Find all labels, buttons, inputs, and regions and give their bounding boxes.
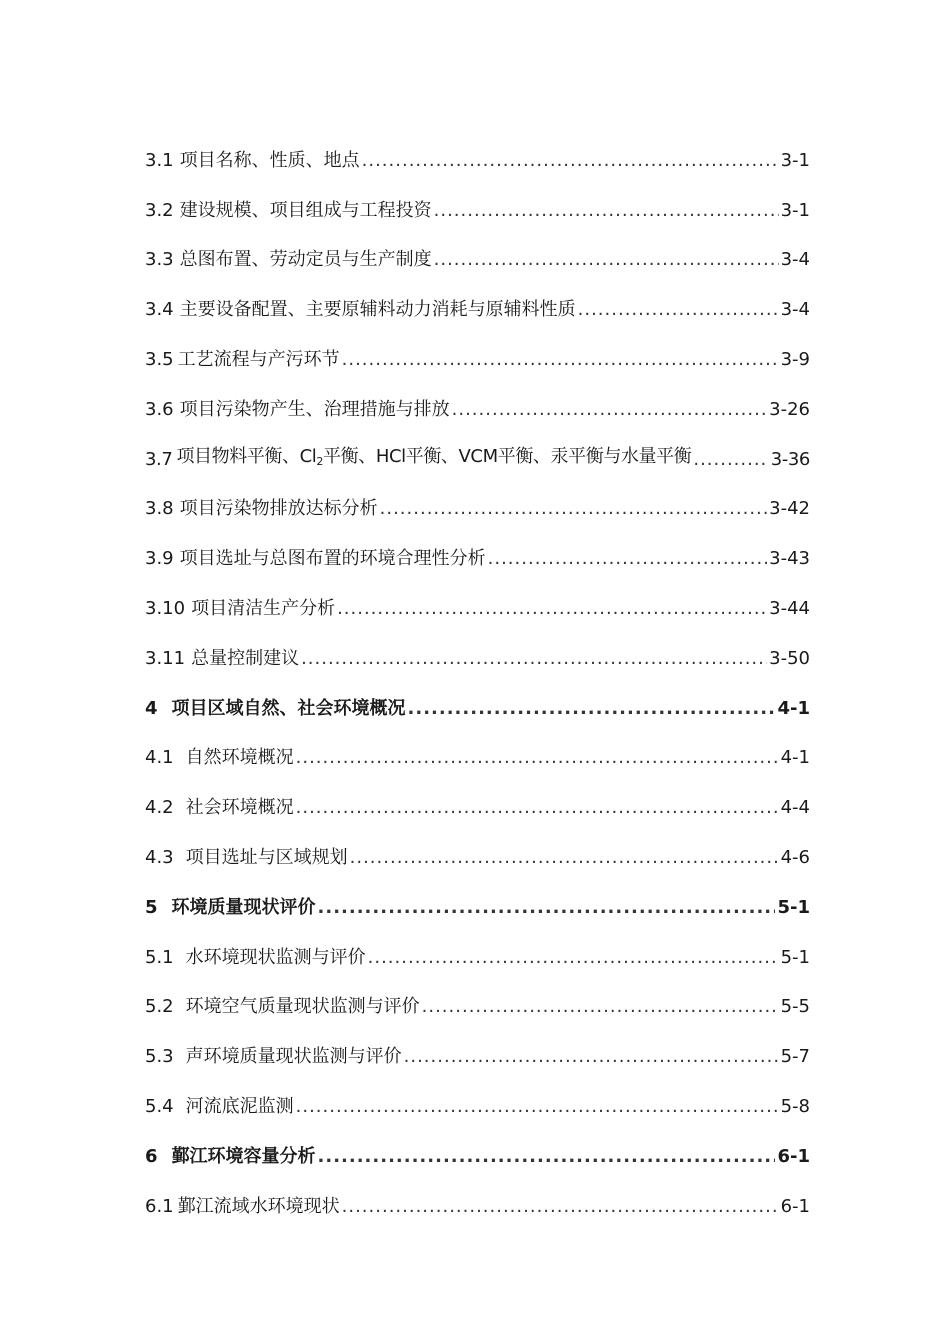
toc-title: 项目选址与区域规划 <box>185 847 348 869</box>
toc-number: 3.4 <box>145 299 174 321</box>
toc-number: 4.1 <box>145 747 174 769</box>
dot-leader <box>342 347 779 373</box>
toc-page-number: 5-5 <box>780 996 810 1018</box>
toc-title: 河流底泥监测 <box>185 1096 294 1118</box>
toc-chapter-5[interactable] <box>145 883 810 933</box>
toc-page-number: 3-4 <box>780 249 810 271</box>
toc-number: 5.4 <box>145 1096 174 1118</box>
toc-title: 总量控制建议 <box>191 647 300 669</box>
toc-number: 3.1 <box>145 149 174 171</box>
toc-number: 5.1 <box>145 946 174 968</box>
toc-chapter-4[interactable] <box>145 684 810 734</box>
dot-leader <box>296 1094 779 1120</box>
dot-leader <box>301 646 767 672</box>
toc-title-part-b: 平衡、HCl平衡、VCM平衡、汞平衡与水量平衡 <box>323 446 692 468</box>
toc-page-number: 3-43 <box>769 548 810 570</box>
dot-leader <box>368 945 779 971</box>
toc-title: 社会环境概况 <box>185 797 294 819</box>
toc-page-number: 3-9 <box>780 349 810 371</box>
toc-page-number: 4-1 <box>777 697 810 719</box>
dot-leader <box>342 1194 779 1220</box>
toc-title: 自然环境概况 <box>185 747 294 769</box>
dot-leader <box>404 1044 779 1070</box>
table-of-contents <box>145 136 810 1232</box>
toc-entry-5-2[interactable] <box>145 983 810 1033</box>
toc-title: 环境质量现状评价 <box>171 896 316 918</box>
toc-entry-4-1[interactable] <box>145 734 810 784</box>
toc-number: 5.3 <box>145 1046 174 1068</box>
toc-number: 3.3 <box>145 249 174 271</box>
toc-page-number: 3-1 <box>780 149 810 171</box>
toc-title: 建设规模、项目组成与工程投资 <box>179 199 432 221</box>
toc-entry-3-6[interactable] <box>145 385 810 435</box>
toc-number: 3.8 <box>145 498 174 520</box>
toc-number: 3.2 <box>145 199 174 221</box>
dot-leader <box>434 247 779 273</box>
toc-entry-3-8[interactable] <box>145 485 810 535</box>
dot-leader <box>434 198 779 224</box>
toc-title: 鄞江环境容量分析 <box>171 1145 316 1167</box>
toc-page-number: 5-1 <box>777 896 810 918</box>
toc-entry-5-3[interactable] <box>145 1032 810 1082</box>
dot-leader <box>296 795 779 821</box>
toc-title: 项目污染物产生、治理措施与排放 <box>179 398 450 420</box>
toc-entry-3-1[interactable] <box>145 136 810 186</box>
toc-entry-3-5[interactable] <box>145 335 810 385</box>
dot-leader <box>488 546 768 572</box>
dot-leader <box>296 745 779 771</box>
toc-entry-6-1[interactable] <box>145 1182 810 1232</box>
toc-title: 声环境质量现状监测与评价 <box>185 1046 402 1068</box>
toc-page-number: 3-4 <box>780 299 810 321</box>
dot-leader <box>408 696 776 722</box>
toc-page-number: 4-4 <box>780 797 810 819</box>
toc-number: 5.2 <box>145 996 174 1018</box>
subscript-2: 2 <box>316 455 324 469</box>
toc-title: 项目名称、性质、地点 <box>179 149 360 171</box>
dot-leader <box>380 496 768 522</box>
toc-entry-5-1[interactable] <box>145 933 810 983</box>
toc-entry-3-11[interactable] <box>145 634 810 684</box>
toc-number: 3.11 <box>145 647 186 669</box>
toc-number: 4.2 <box>145 797 174 819</box>
toc-entry-4-2[interactable] <box>145 783 810 833</box>
toc-title: 项目清洁生产分析 <box>191 598 336 620</box>
dot-leader <box>362 148 779 174</box>
toc-page-number: 3-36 <box>770 448 810 470</box>
toc-page-number: 3-1 <box>780 199 810 221</box>
toc-title: 项目选址与总图布置的环境合理性分析 <box>179 548 486 570</box>
toc-title <box>176 444 691 475</box>
toc-page-number: 4-6 <box>780 847 810 869</box>
toc-number: 3.9 <box>145 548 174 570</box>
toc-entry-4-3[interactable] <box>145 833 810 883</box>
toc-title-part-a: 项目物料平衡、Cl <box>176 446 317 468</box>
toc-number: 5 <box>145 896 158 918</box>
dot-leader <box>350 845 779 871</box>
toc-title: 总图布置、劳动定员与生产制度 <box>179 249 432 271</box>
toc-title: 环境空气质量现状监测与评价 <box>185 996 420 1018</box>
toc-page-number: 3-44 <box>769 598 810 620</box>
dot-leader <box>422 994 779 1020</box>
toc-number: 6 <box>145 1145 158 1167</box>
toc-page-number: 5-8 <box>780 1096 810 1118</box>
toc-page-number: 6-1 <box>780 1195 810 1217</box>
toc-number: 4 <box>145 697 158 719</box>
dot-leader <box>452 397 768 423</box>
toc-entry-3-10[interactable] <box>145 584 810 634</box>
toc-page-number: 5-7 <box>780 1046 810 1068</box>
dot-leader <box>693 447 768 473</box>
dot-leader <box>578 297 779 323</box>
toc-number: 3.10 <box>145 598 186 620</box>
toc-page-number: 5-1 <box>780 946 810 968</box>
toc-page-number: 3-42 <box>769 498 810 520</box>
toc-page-number: 3-26 <box>769 398 810 420</box>
toc-number: 3.7 <box>145 448 173 470</box>
toc-entry-3-9[interactable] <box>145 534 810 584</box>
toc-number: 3.5 <box>145 349 174 371</box>
dot-leader <box>318 895 776 921</box>
toc-entry-3-4[interactable] <box>145 285 810 335</box>
toc-chapter-6[interactable] <box>145 1132 810 1182</box>
toc-title: 水环境现状监测与评价 <box>185 946 366 968</box>
toc-title: 主要设备配置、主要原辅料动力消耗与原辅料性质 <box>179 299 576 321</box>
toc-number: 3.6 <box>145 398 174 420</box>
toc-entry-3-3[interactable] <box>145 236 810 286</box>
toc-title: 项目区域自然、社会环境概况 <box>171 697 406 719</box>
toc-page-number: 6-1 <box>777 1145 810 1167</box>
toc-number: 6.1 <box>145 1195 174 1217</box>
dot-leader <box>318 1144 776 1170</box>
toc-page-number: 3-50 <box>769 647 810 669</box>
toc-number: 4.3 <box>145 847 174 869</box>
toc-entry-3-2[interactable] <box>145 186 810 236</box>
toc-page-number: 4-1 <box>780 747 810 769</box>
toc-entry-5-4[interactable] <box>145 1082 810 1132</box>
dot-leader <box>337 596 767 622</box>
toc-title: 工艺流程与产污环节 <box>177 349 340 371</box>
toc-entry-3-7[interactable] <box>145 435 810 485</box>
toc-title: 项目污染物排放达标分析 <box>179 498 378 520</box>
toc-title: 鄞江流域水环境现状 <box>177 1195 340 1217</box>
